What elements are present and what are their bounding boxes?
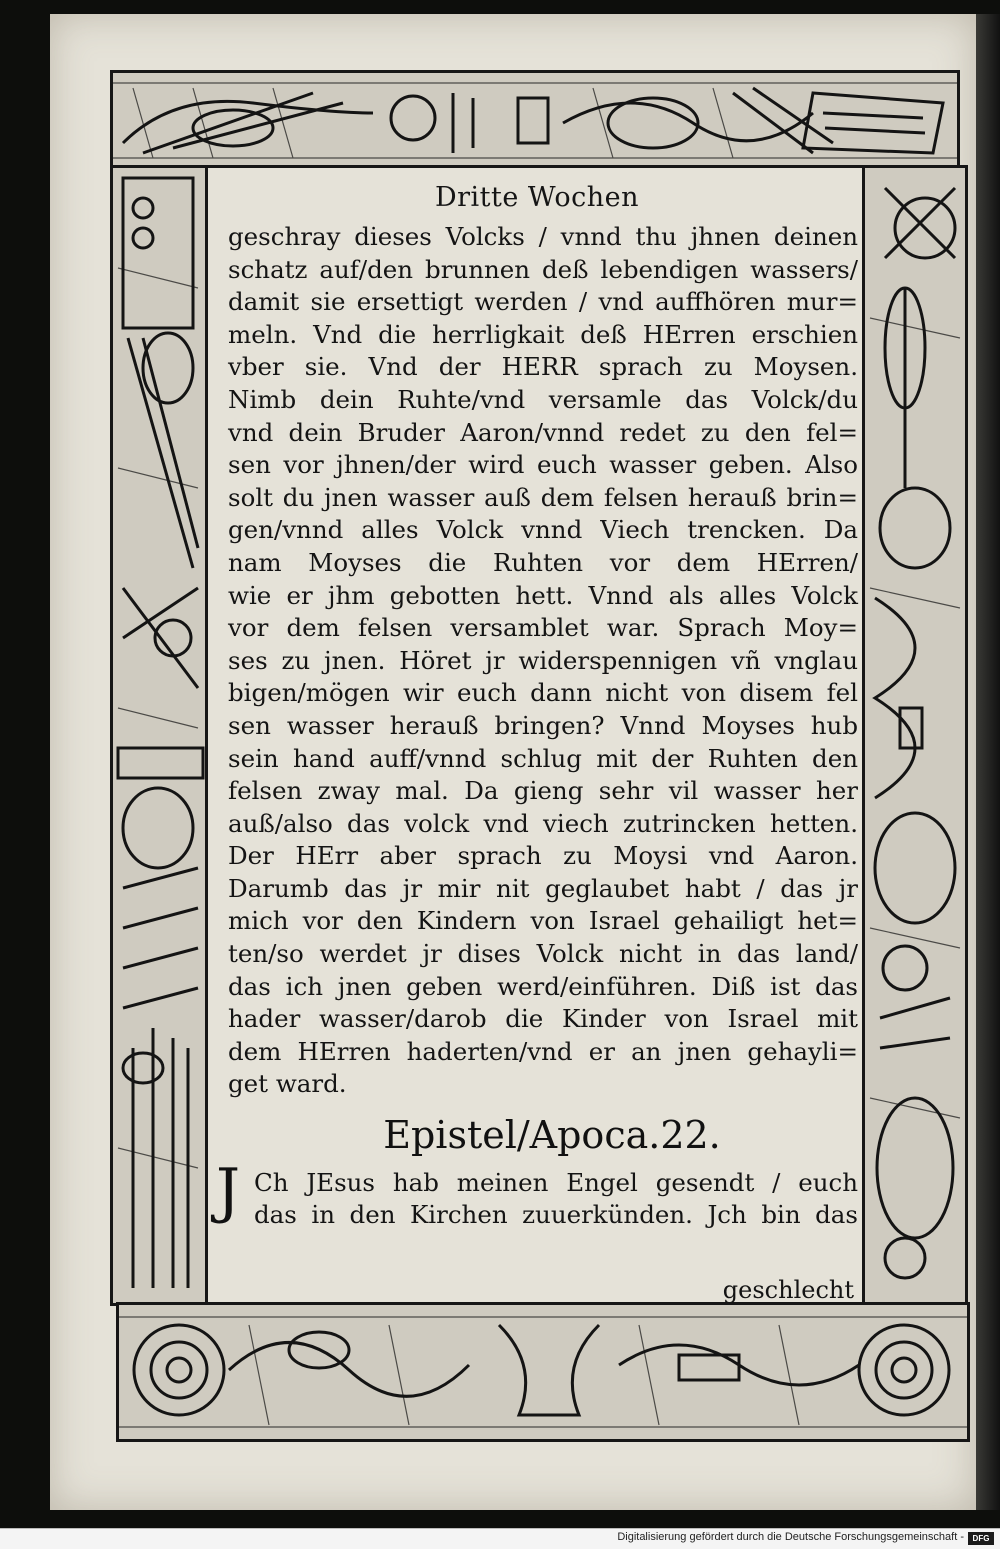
text-line: hader wasser/darob die Kinder von Israel mit bbox=[228, 1004, 858, 1034]
text-line: wie er jhm gebotten hett. Vnnd als alles Volck bbox=[228, 580, 858, 610]
digitization-footer bbox=[0, 1528, 1000, 1549]
text-line: damit sie ersettigt werden / vnd auffhören mur= bbox=[228, 287, 858, 317]
dfg-logo: DFG bbox=[968, 1532, 994, 1545]
text-line: sen wasser herauß bringen? Vnnd Moyses hub bbox=[228, 710, 858, 740]
running-head: Dritte Wochen bbox=[434, 182, 639, 213]
text-line: geschray dieses Volcks / vnnd thu jhnen deinen bbox=[228, 222, 858, 251]
text-line: get ward. bbox=[228, 1069, 347, 1099]
text-line: auß/also das volck vnd viech zutrincken hetten. bbox=[228, 808, 858, 838]
decorated-initial: J bbox=[216, 1156, 241, 1227]
text-line: gen/vnnd alles Volck vnnd Viech trencken. Da bbox=[228, 515, 858, 545]
text-line: Darumb das jr mir nit geglaubet habt / das jr bbox=[228, 873, 858, 903]
catchword: geschlecht bbox=[722, 1276, 854, 1304]
book-edge bbox=[976, 14, 1000, 1510]
text-line: solt du jnen wasser auß dem felsen herauß brin= bbox=[228, 482, 858, 512]
text-line: nam Moyses die Ruhten vor dem HErren/ bbox=[228, 547, 858, 577]
woodcut-border-left bbox=[110, 165, 208, 1306]
text-line: schatz auf/den brunnen deß lebendigen wassers/ bbox=[228, 254, 858, 284]
text-line: dem HErren haderten/vnd er an jnen gehayli= bbox=[228, 1036, 858, 1066]
section-title: Epistel/Apoca.22. bbox=[383, 1113, 721, 1158]
text-line: vber sie. Vnd der HERR sprach zu Moysen. bbox=[228, 352, 858, 382]
text-line: vnd dein Bruder Aaron/vnnd redet zu den fel= bbox=[228, 417, 858, 447]
text-line: vor dem felsen versamblet war. Sprach Moy= bbox=[228, 613, 858, 643]
text-line: meln. Vnd die herrligkait deß HErren erschien bbox=[228, 319, 858, 349]
woodcut-border-top bbox=[110, 70, 960, 168]
text-line: ses zu jnen. Höret jr widerspennigen vñ vnglau bbox=[228, 645, 858, 675]
text-line: Nimb dein Ruhte/vnd versamle das Volck/du bbox=[228, 384, 858, 414]
epistle-text bbox=[214, 1156, 860, 1231]
text-line: sen vor jhnen/der wird euch wasser geben. Also bbox=[228, 450, 858, 480]
text-line: Ch JEsus hab meinen Engel gesendt / euch bbox=[254, 1168, 858, 1198]
woodcut-border-right bbox=[862, 165, 968, 1306]
text-line: sein hand auff/vnnd schlug mit der Ruhten den bbox=[228, 743, 858, 773]
text-line: felsen zway mal. Da gieng sehr vil wasser her bbox=[228, 776, 858, 806]
text-line: bigen/mögen wir euch dann nicht von disem fel bbox=[228, 678, 858, 708]
footer-credit: Digitalisierung gefördert durch die Deutsche Forschungsgemeinschaft - bbox=[617, 1531, 964, 1543]
text-line: mich vor den Kindern von Israel gehailigt het= bbox=[228, 906, 858, 936]
text-line: das in den Kirchen zuuerkünden. Jch bin das bbox=[254, 1200, 858, 1230]
body-text bbox=[214, 221, 860, 1101]
text-line: Der HErr aber sprach zu Moysi vnd Aaron. bbox=[228, 841, 858, 871]
woodcut-border-bottom bbox=[116, 1302, 970, 1442]
text-line: das ich jnen geben werd/einführen. Diß ist das bbox=[228, 971, 858, 1001]
text-block bbox=[214, 178, 860, 1306]
text-line: ten/so werdet jr dises Volck nicht in das land/ bbox=[228, 939, 858, 969]
